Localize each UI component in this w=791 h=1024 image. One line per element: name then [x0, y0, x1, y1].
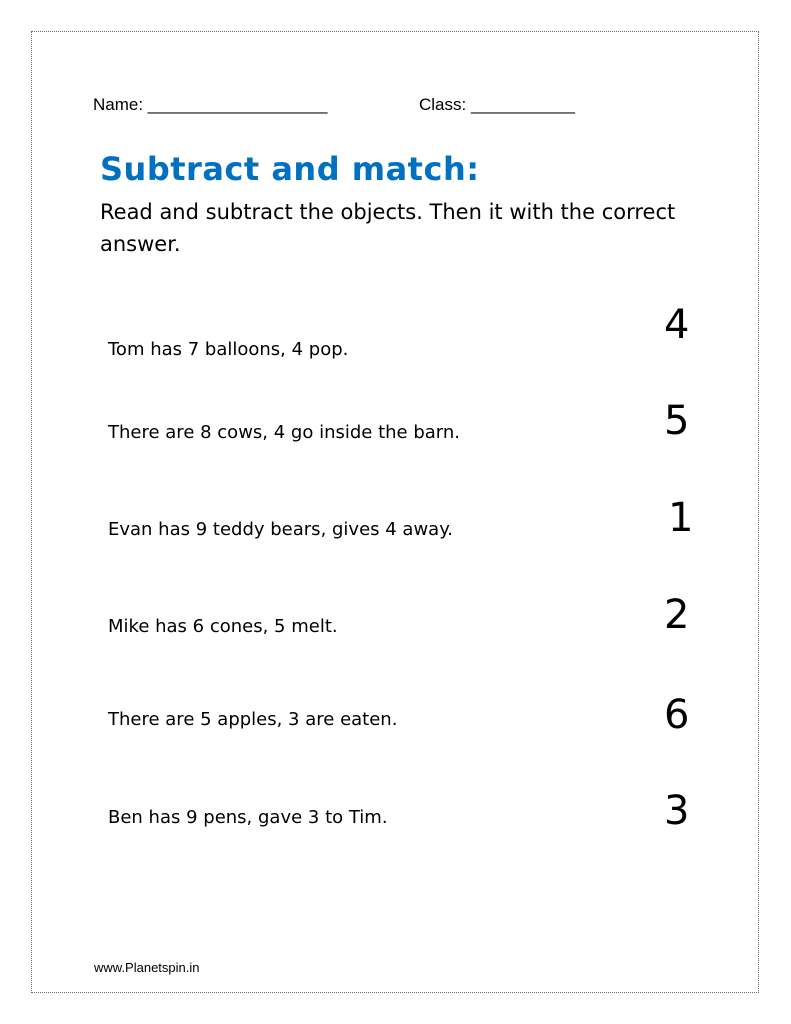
name-field-label: Name: ___________________	[93, 95, 328, 114]
question-5: There are 5 apples, 3 are eaten.	[108, 709, 398, 730]
class-field-label: Class: ___________	[419, 95, 575, 114]
answer-6: 3	[664, 788, 690, 834]
footer-website: www.Planetspin.in	[94, 960, 200, 975]
instructions: Read and subtract the objects. Then it with the correct answer.	[100, 200, 676, 256]
question-4: Mike has 6 cones, 5 melt.	[108, 616, 338, 637]
question-2: There are 8 cows, 4 go inside the barn.	[108, 422, 461, 443]
worksheet-title: Subtract and match:	[100, 150, 480, 188]
question-6: Ben has 9 pens, gave 3 to Tim.	[108, 807, 388, 828]
answer-2: 5	[664, 398, 690, 444]
question-3: Evan has 9 teddy bears, gives 4 away.	[108, 519, 454, 540]
answer-5: 6	[664, 692, 690, 738]
question-1: Tom has 7 balloons, 4 pop.	[108, 339, 349, 360]
answer-1: 4	[664, 302, 690, 348]
answer-3: 1	[668, 495, 694, 541]
answer-4: 2	[664, 592, 690, 638]
